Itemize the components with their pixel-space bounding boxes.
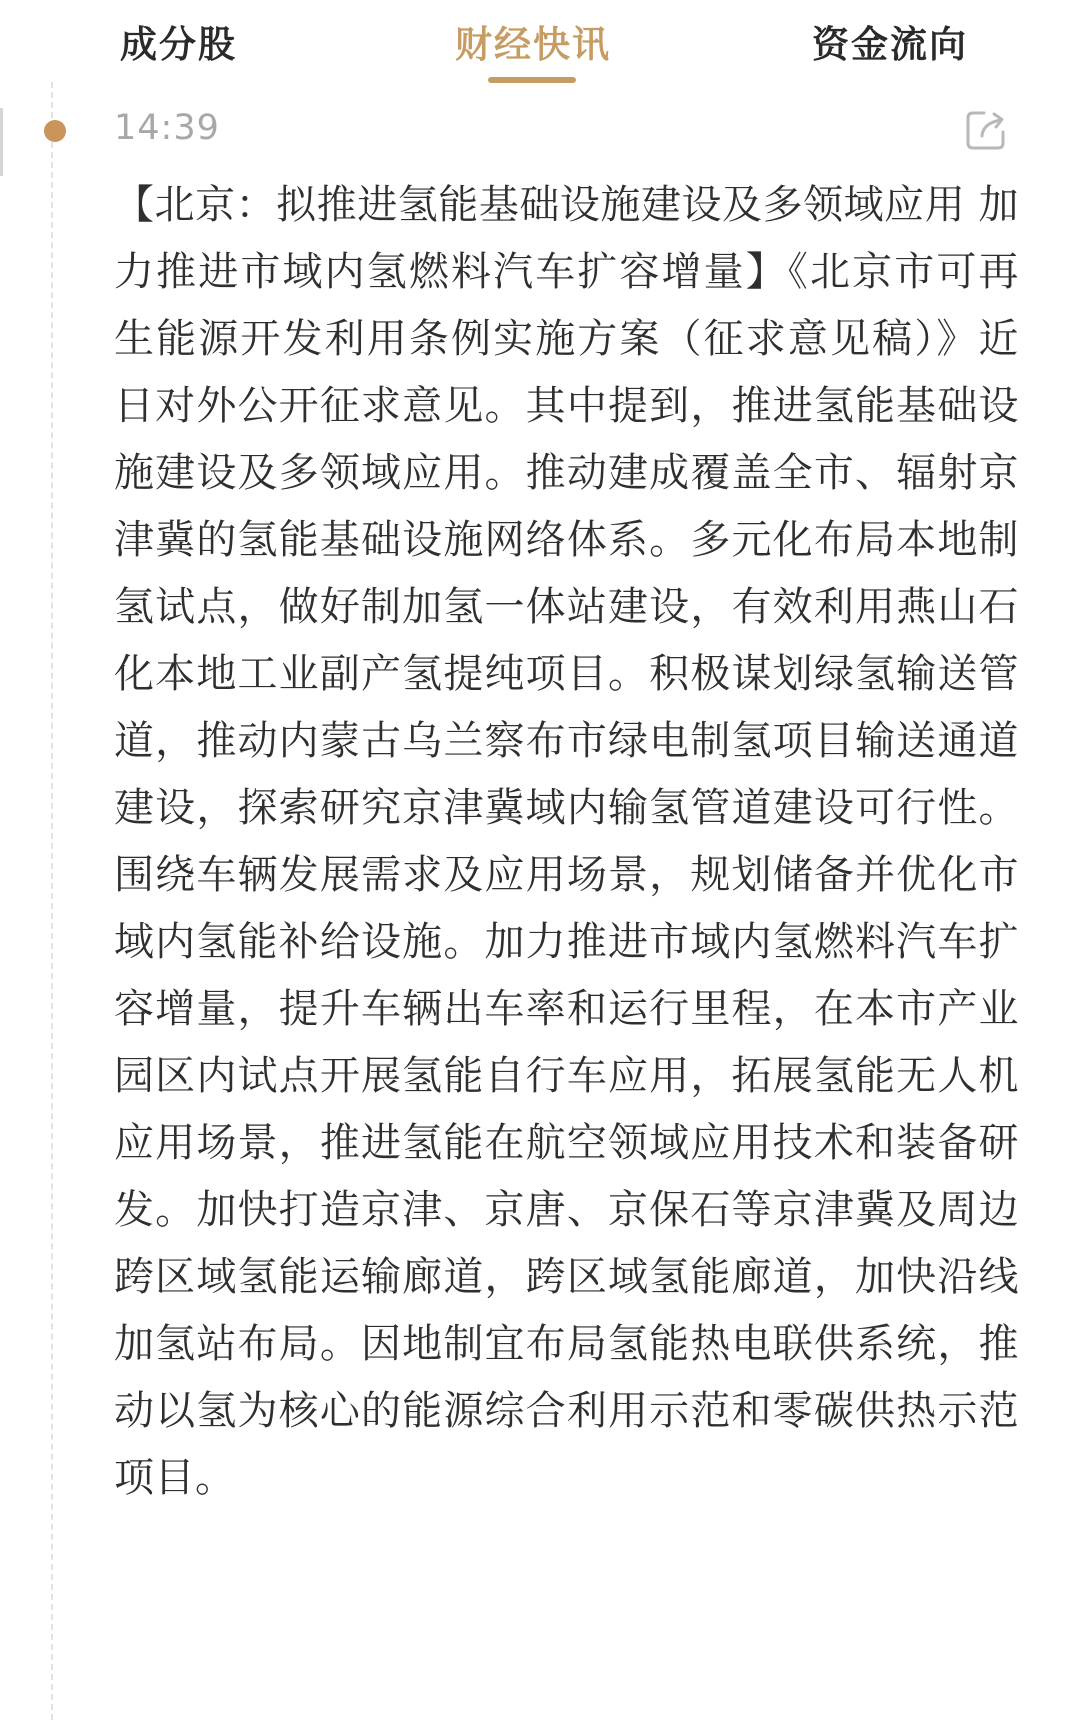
active-tab-indicator <box>488 77 576 83</box>
edge-scroll-indicator <box>0 108 3 176</box>
share-icon[interactable] <box>962 106 1010 154</box>
share-icon-glyph <box>962 106 1010 154</box>
tab-bar <box>0 0 1080 90</box>
tab-constituent-stocks[interactable]: 成分股 <box>120 23 237 66</box>
news-time: 14:39 <box>114 108 220 148</box>
timeline-line <box>51 82 53 1720</box>
news-content: 【北京：拟推进氢能基础设施建设及多领域应用 加力推进市域内氢燃料汽车扩容增量】《北京市可再生能源开发利用条例实施方案（征求意见稿）》近日对外公开征求意见。其中提到，推进氢能基础设施建设及多领域应用。推动建成覆盖全市、辐射京津冀的氢能基础设施网络体系。多元化布局本地制氢试点，做好制加氢一体站建设，有效利用燕山石化本地工业副产氢提纯项目。积极谋划绿氢输送管道，推动内蒙古乌兰察布市绿电制氢项目输送通道建设，探索研究京津冀域内输氢管道建设可行性。围绕车辆发展需求及应用场景，规划储备并优化市域内氢能补给设施。加力推进市域内氢燃料汽车扩容增量，提升车辆出车率和运行里程，在本市产业园区内试点开展氢能自行车应用，拓展氢能无人机应用场景，推进氢能在航空领域应用技术和装备研发。加快打造京津、京唐、京保石等京津冀及周边跨区域氢能运输廊道，跨区域氢能廊道，加快沿线加氢站布局。因地制宜布局氢能热电联供系统，推动以氢为核心的能源综合利用示范和零碳供热示范项目。 <box>114 182 1019 1501</box>
tab-financial-news[interactable]: 财经快讯 <box>455 23 611 66</box>
tab-capital-flow[interactable]: 资金流向 <box>812 23 968 66</box>
timeline-dot <box>44 120 66 142</box>
